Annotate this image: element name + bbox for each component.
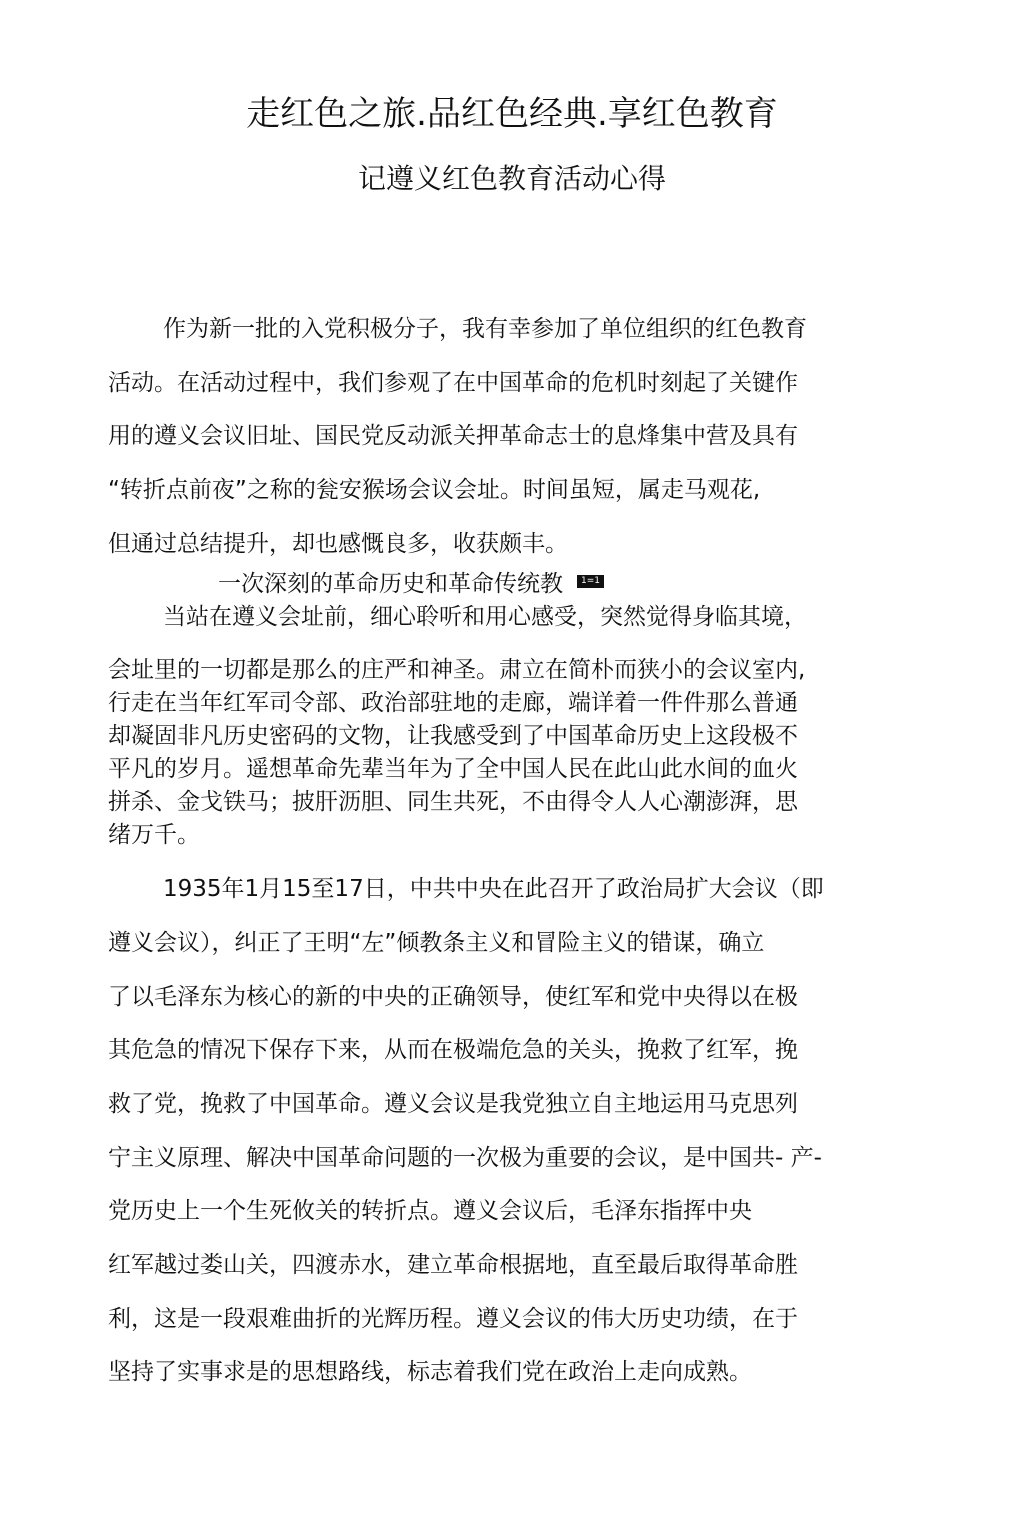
para1-line: 活动。在活动过程中，我们参观了在中国革命的危机时刻起了关键作 (108, 370, 798, 396)
para3-line: 利，这是一段艰难曲折的光辉历程。遵义会议的伟大历史功绩，在于 (108, 1306, 798, 1332)
section-heading-text: 一次深刻的革命历史和革命传统教 (218, 571, 563, 597)
para1-line: 用的遵义会议旧址、国民党反动派关押革命志士的息烽集中营及具有 (108, 423, 798, 449)
para2-line: 拼杀、金戈铁马；披肝沥胆、同生共死，不由得令人人心潮澎湃，思 (108, 789, 798, 815)
page-marker-badge: 1=1 (577, 575, 604, 588)
para3-line: 党历史上一个生死攸关的转折点。遵义会议后，毛泽东指挥中央 (108, 1198, 752, 1224)
para1-line: 但通过总结提升，却也感慨良多，收获颇丰。 (108, 531, 568, 557)
para2-line: 当站在遵义会址前，细心聆听和用心感受，突然觉得身临其境， (163, 604, 807, 630)
para3-line: 1935年1月15至17日，中共中央在此召开了政治局扩大会议（即 (163, 876, 824, 902)
para3-line: 其危急的情况下保存下来，从而在极端危急的关头，挽救了红军，挽 (108, 1037, 798, 1063)
para3-line: 救了党，挽救了中国革命。遵义会议是我党独立自主地运用马克思列 (108, 1091, 798, 1117)
para3-line: 宁主义原理、解决中国革命问题的一次极为重要的会议，是中国共- 产- (108, 1145, 822, 1171)
section-heading (218, 569, 604, 599)
para1-line: 作为新一批的入党积极分子，我有幸参加了单位组织的红色教育 (163, 316, 807, 342)
para2-line: 行走在当年红军司令部、政治部驻地的走廊，端详着一件件那么普通 (108, 690, 798, 716)
para3-line: 了以毛泽东为核心的新的中央的正确领导，使红军和党中央得以在极 (108, 984, 798, 1010)
para1-line: “转折点前夜”之称的瓮安猴场会议会址。时间虽短，属走马观花, (108, 477, 761, 503)
para3-line: 坚持了实事求是的思想路线，标志着我们党在政治上走向成熟。 (108, 1359, 752, 1385)
para2-line: 平凡的岁月。遥想革命先辈当年为了全中国人民在此山此水间的血火 (108, 756, 798, 782)
para2-line: 绪万千。 (108, 822, 200, 848)
para3-line: 红军越过娄山关，四渡赤水，建立革命根据地，直至最后取得革命胜 (108, 1252, 798, 1278)
para2-line: 却凝固非凡历史密码的文物，让我感受到了中国革命历史上这段极不 (108, 723, 798, 749)
document-subtitle: 记遵义红色教育活动心得 (357, 162, 666, 195)
para2-line: 会址里的一切都是那么的庄严和神圣。肃立在简朴而狭小的会议室内, (108, 657, 806, 683)
para3-line: 遵义会议），纠正了王明“左”倾教条主义和冒险主义的错谋，确立 (108, 930, 765, 956)
document-title: 走红色之旅.品红色经典.享红色教育 (246, 94, 778, 134)
